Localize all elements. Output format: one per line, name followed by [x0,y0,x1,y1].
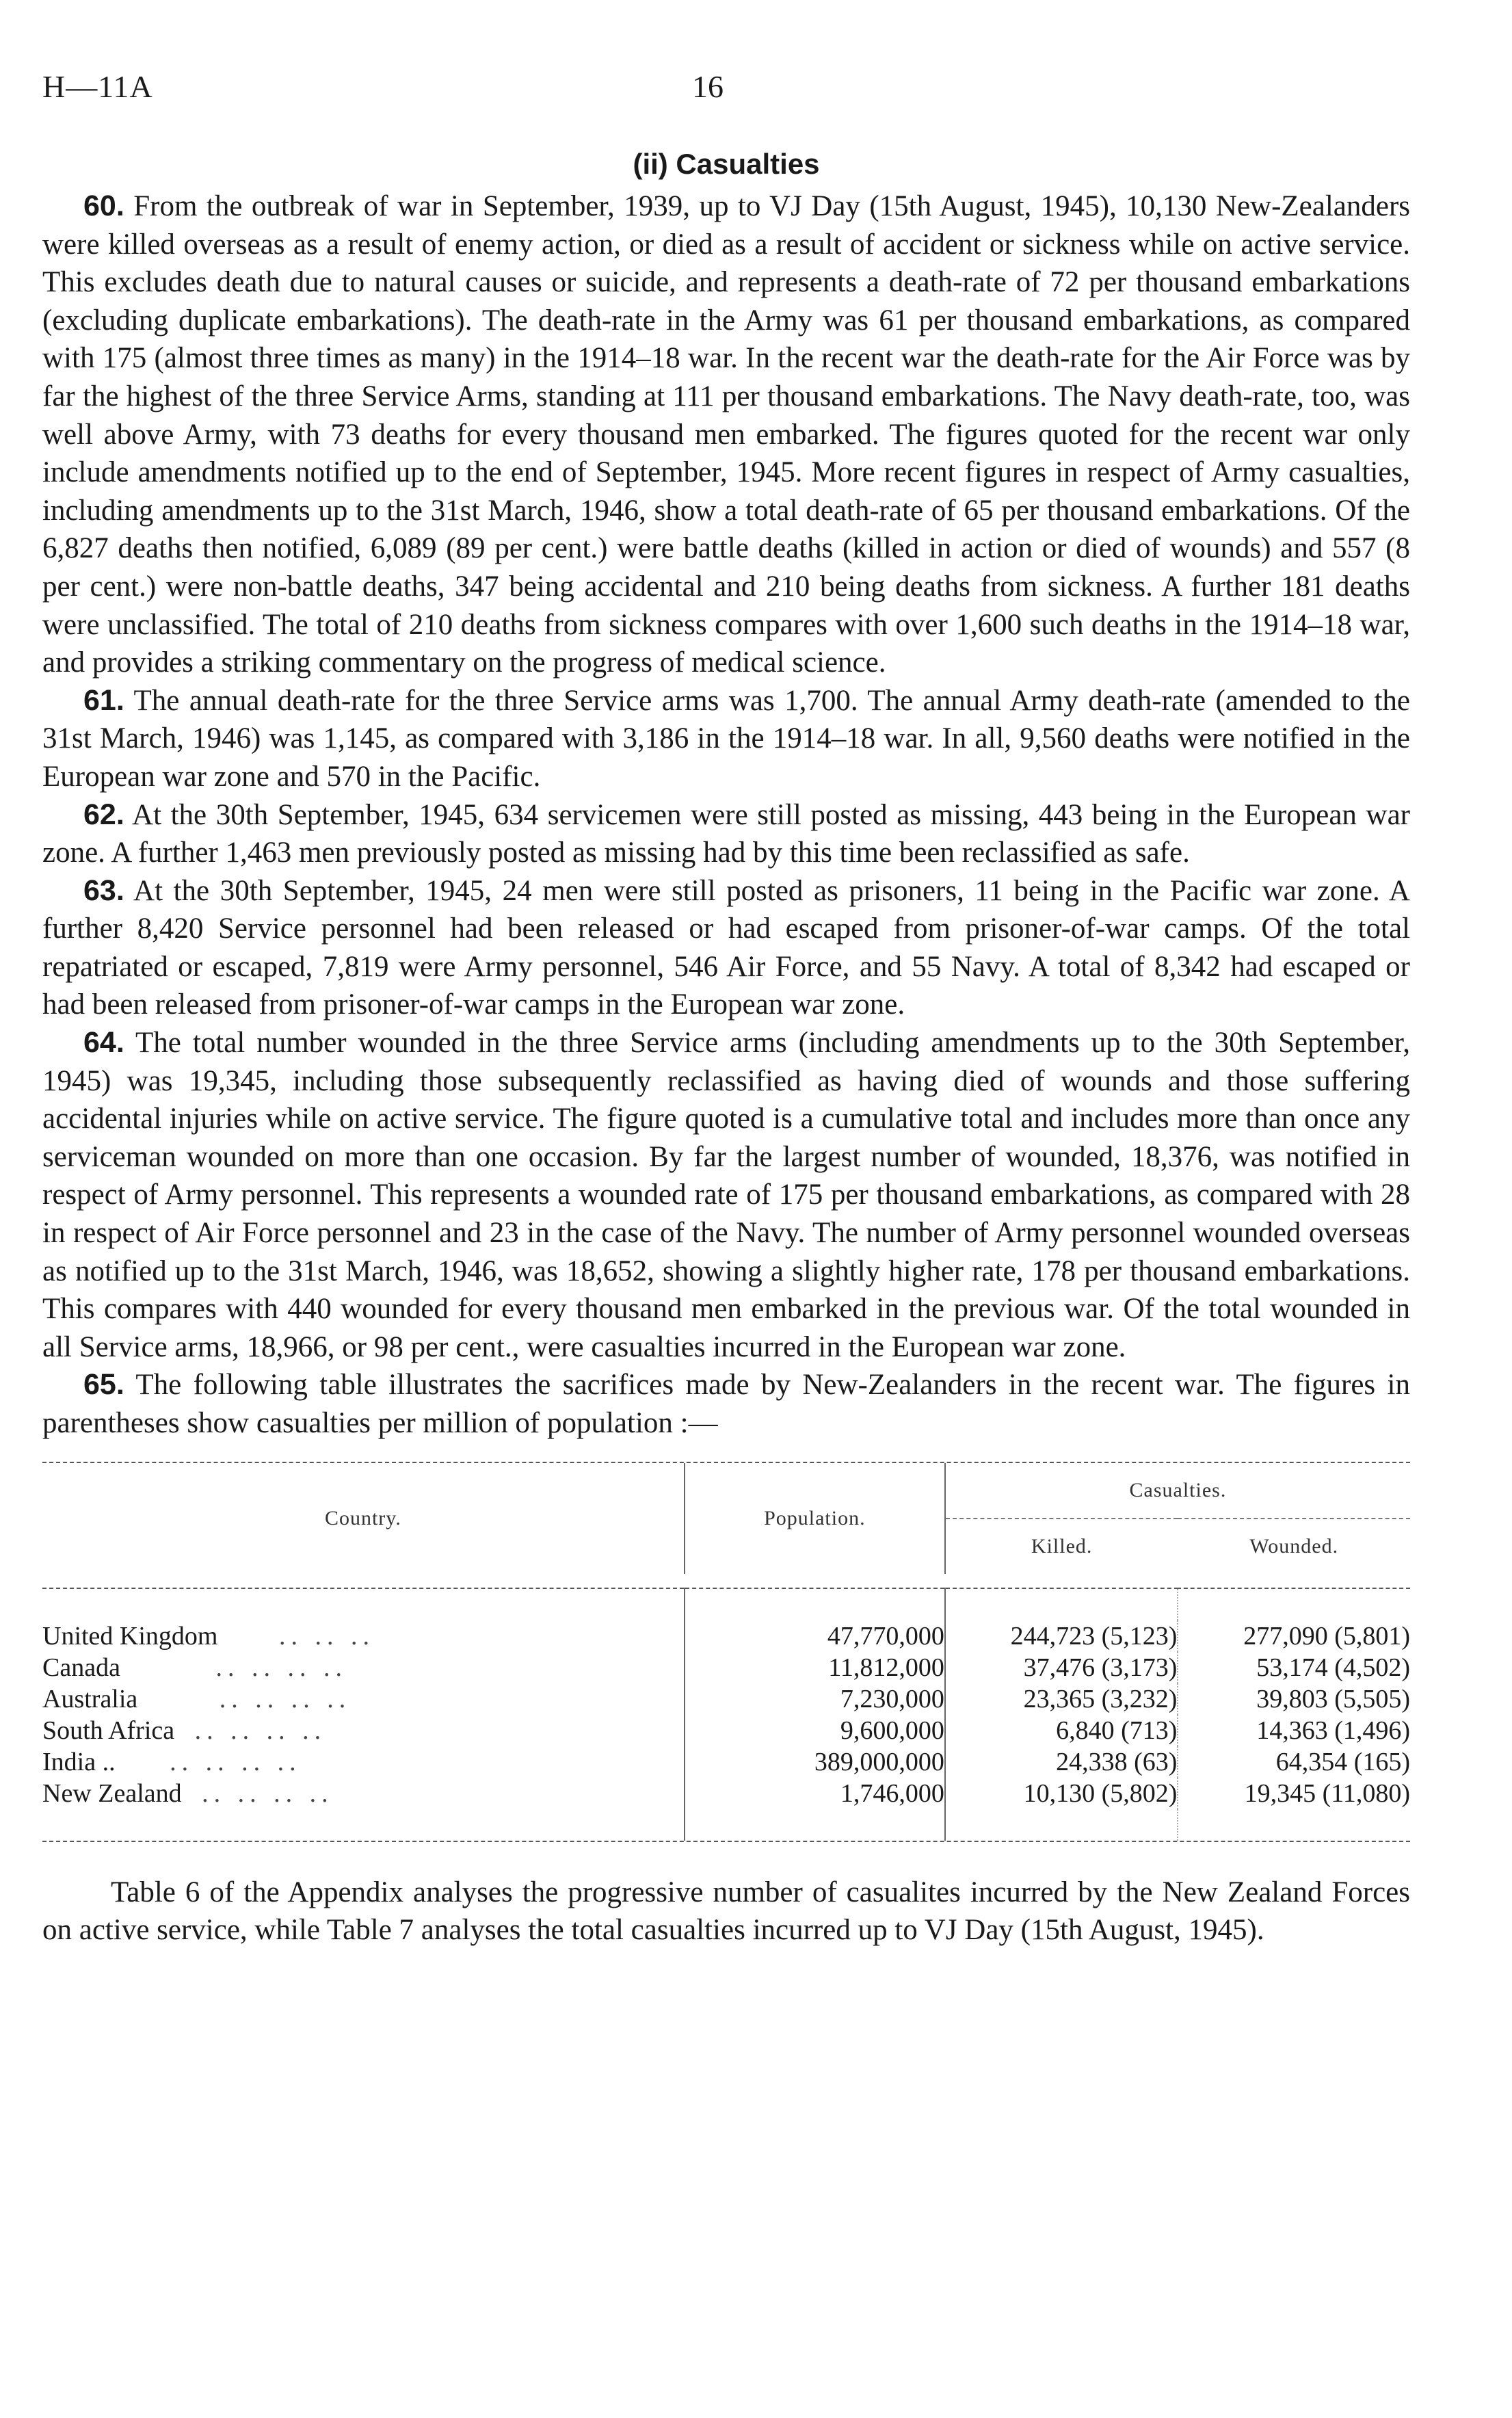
header-wounded: Wounded. [1178,1519,1410,1574]
killed-cell: 6,840 (713) [945,1715,1178,1746]
closing-paragraph: Table 6 of the Appendix analyses the progressive number of casualites incurred by the New Zealand Forces on active service, while Table 7 analyses the total casualties incurred up to VJ Day (15th August, 1945). [42,1876,1410,1947]
wounded-cell: 53,174 (4,502) [1256,1653,1410,1682]
population-cell: 47,770,000 [685,1620,945,1652]
wounded-cell: 64,354 (165) [1275,1747,1410,1776]
table-row [42,1652,1410,1683]
population-cell: 11,812,000 [685,1652,945,1683]
country-name: Canada [42,1653,120,1682]
header-population: Population. [685,1463,945,1574]
population-cell: 1,746,000 [685,1778,945,1809]
wounded-cell: 39,803 (5,505) [1256,1684,1410,1713]
document-reference: H—11A [42,69,153,104]
country-name: India .. [42,1747,116,1776]
paragraph-62 [42,796,1410,872]
country-name: New Zealand [42,1778,182,1808]
table-row [42,1715,1410,1746]
paragraph-number: 62. [83,798,124,831]
killed-cell: 24,338 (63) [945,1746,1178,1778]
paragraph-text: The annual death-rate for the three Service arms was 1,700. The annual Army death-rate (amended to the 31st March, 1946) was 1,145, as compared with 3,186 in the 1914–18 war. In all, 9,560 deaths were notified in the European war zone and 570 in the Pacific. [42,684,1410,793]
paragraph-60 [42,187,1410,682]
killed-cell: 23,365 (3,232) [945,1683,1178,1715]
table-row [42,1683,1410,1715]
running-head [42,68,1410,123]
paragraph-number: 61. [83,683,124,717]
paragraph-number: 60. [83,189,124,222]
wounded-cell: 277,090 (5,801) [1243,1621,1410,1651]
paragraph-number: 65. [83,1368,124,1402]
country-name: United Kingdom [42,1621,218,1651]
country-name: South Africa [42,1716,175,1745]
killed-cell: 244,723 (5,123) [945,1620,1178,1652]
header-killed: Killed. [945,1519,1178,1574]
casualties-table-wrap [42,1462,1410,1842]
population-cell: 9,600,000 [685,1715,945,1746]
population-cell: 389,000,000 [685,1746,945,1778]
header-country: Country. [324,1506,401,1529]
paragraph-text: The following table illustrates the sacrifices made by New-Zealanders in the recent war. The figures in parentheses show casualties per million of population :— [42,1369,1410,1439]
casualties-table [42,1463,1410,1841]
leader-dots: .. .. .. .. [202,1778,334,1808]
leader-dots: .. .. .. .. [194,1716,327,1745]
header-casualties: Casualties. [1129,1478,1227,1501]
paragraph-65 [42,1366,1410,1442]
paragraph-text: The total number wounded in the three Service arms (including amendments up to the 30th September, 1945) was 19,345, including those subsequently reclassified as having died of wounds and those suffering accidental injuries while on active service. The figure quoted is a cumulative total and includes more than once any serviceman wounded on more than one occasion. By far the largest number of wounded, 18,376, was notified in respect of Army personnel. This represents a wounded rate of 175 per thousand embarkations, as compared with 28 in respect of Air Force personnel and 23 in the case of the Navy. The number of Army personnel wounded overseas as notified up to the 31st March, 1946, was 18,652, showing a slightly higher rate, 178 per thousand embarkations. This compares with 440 wounded for every thousand men embarked in the previous war. Of the total wounded in all Service arms, 18,966, or 98 per cent., were casualties incurred in the European war zone. [42,1027,1410,1363]
page-number: 16 [692,69,724,104]
table-row [42,1778,1410,1809]
killed-cell: 37,476 (3,173) [945,1652,1178,1683]
population-cell: 7,230,000 [685,1683,945,1715]
paragraph-63 [42,872,1410,1024]
leader-dots: .. .. .. .. [215,1653,347,1682]
country-name: Australia [42,1684,138,1713]
paragraph-text: At the 30th September, 1945, 24 men were still posted as prisoners, 11 being in the Pacific war zone. A further 8,420 Service personnel had been released or had escaped from prisoner-of-war camps. Of the total repatriated or escaped, 7,819 were Army personnel, 546 Air Force, and 55 Navy. A total of 8,342 had escaped or had been released from prisoner-of-war camps in the European war zone. [42,874,1410,1021]
paragraph-number: 64. [83,1026,124,1060]
paragraph-number: 63. [83,873,124,907]
table-row [42,1620,1410,1652]
wounded-cell: 19,345 (11,080) [1244,1778,1410,1808]
table-row [42,1746,1410,1778]
leader-dots: .. .. .. .. [170,1747,302,1776]
section-heading: (ii) Casualties [633,148,820,180]
paragraph-text: From the outbreak of war in September, 1939, up to VJ Day (15th August, 1945), 10,130 New-Zealanders were killed overseas as a result of enemy action, or died as a result of accident or sickness while on active service. This excludes death due to natural causes or suicide, and represents a death-rate of 72 per thousand embarkations (excluding duplicate embarkations). The death-rate in the Army was 61 per thousand embarkations, as compared with 175 (almost three times as many) in the 1914–18 war. In the recent war the death-rate for the Air Force was by far the highest of the three Service Arms, standing at 111 per thousand embarkations. The Navy death-rate, too, was well above Army, with 73 deaths for every thousand men embarked. The figures quoted for the recent war only include amendments notified up to the end of September, 1945. More recent figures in respect of Army casualties, including amendments up to the 31st March, 1946, show a total death-rate of 65 per thousand embarkations. Of the 6,827 deaths then notified, 6,089 (89 per cent.) were battle deaths (killed in action or died of wounds) and 557 (8 per cent.) were non-battle deaths, 347 being accidental and 210 being deaths from sickness. A further 181 deaths were unclassified. The total of 210 deaths from sickness compares with over 1,600 such deaths in the 1914–18 war, and provides a striking commentary on the progress of medical science. [42,190,1411,679]
leader-dots: .. .. .. [278,1621,375,1651]
paragraph-61 [42,682,1410,796]
killed-cell: 10,130 (5,802) [945,1778,1178,1809]
document-page [42,68,1410,1979]
paragraph-64 [42,1024,1410,1366]
wounded-cell: 14,363 (1,496) [1256,1716,1410,1745]
table-bottom-rule [42,1841,1410,1842]
leader-dots: .. .. .. .. [219,1684,352,1713]
paragraph-text: At the 30th September, 1945, 634 servicemen were still posted as missing, 443 being in the European war zone. A further 1,463 men previously posted as missing had by this time been reclassified as safe. [42,798,1410,869]
